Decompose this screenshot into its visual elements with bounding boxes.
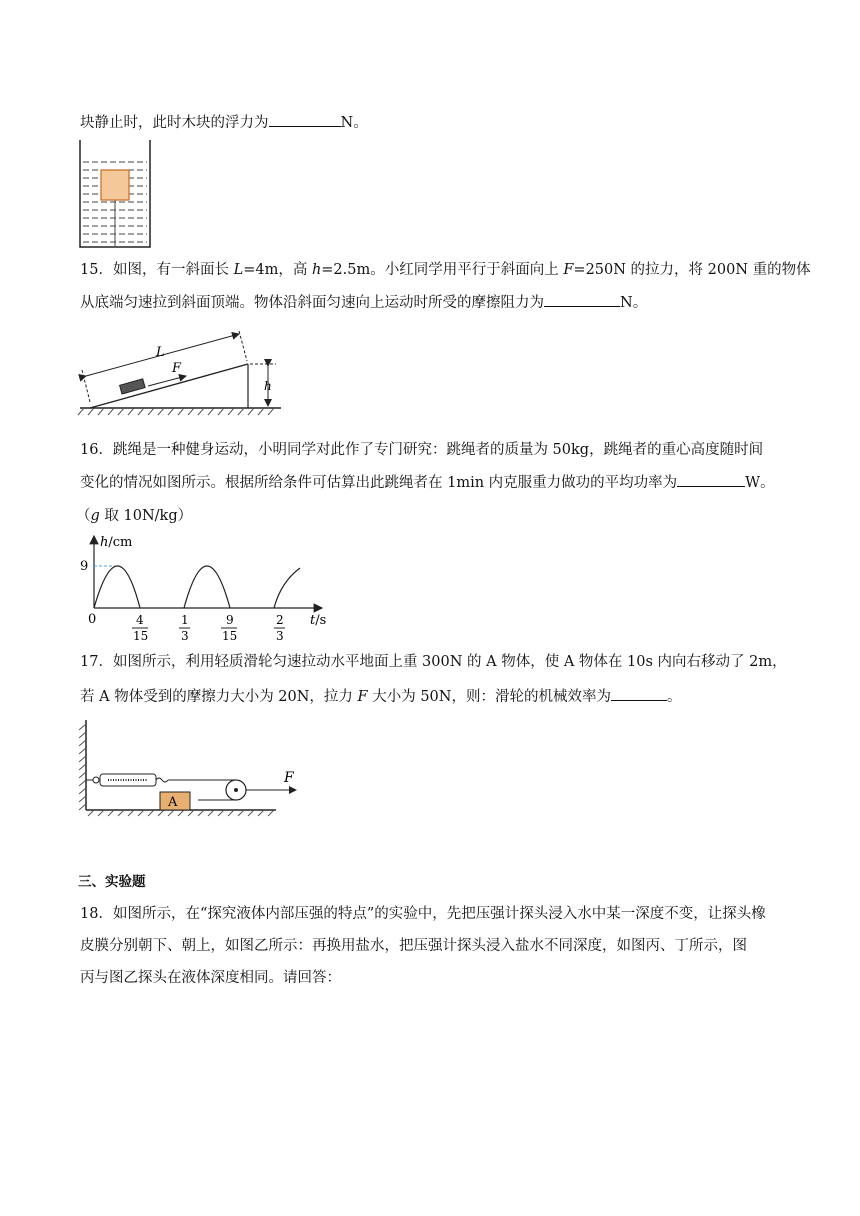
q15-var-F: F — [563, 262, 574, 278]
hump-1 — [94, 566, 140, 608]
origin-label: 0 — [88, 612, 97, 627]
beaker-figure — [78, 140, 152, 250]
q16-text-line3b: 取 10N/kg） — [99, 508, 193, 524]
q16-unit: W。 — [745, 475, 775, 491]
q18-line2 — [80, 936, 747, 956]
hump-2 — [184, 566, 230, 608]
q14-text: 块静止时，此时木块的浮力为 — [80, 115, 269, 131]
q15-line1 — [80, 260, 811, 280]
incline-block — [120, 379, 146, 394]
fig-label-h: h — [264, 379, 272, 393]
svg-text:2: 2 — [276, 613, 284, 627]
q15-text-a: 15．如图，有一斜面长 — [80, 262, 234, 278]
hook-ring — [93, 777, 99, 783]
q15-unit: N。 — [620, 295, 648, 311]
q15-text-line2: 从底端匀速拉到斜面顶端。物体沿斜面匀速向上运动时所受的摩擦阻力为 — [80, 295, 544, 311]
jump-rope-graph — [76, 532, 336, 644]
q18-text-line1: 18．如图所示，在“探究液体内部压强的特点”的实验中，先把压强计探头浸入水中某一深度不变，让探头橡 — [80, 906, 766, 922]
q17-line1 — [80, 652, 787, 672]
x-axis-label: t/s — [310, 613, 327, 628]
q17-var-F: F — [357, 689, 368, 705]
q17-answer-blank[interactable] — [611, 686, 667, 701]
hump-3-partial — [274, 568, 300, 608]
L-ext-right — [239, 331, 247, 361]
q18-line3 — [80, 968, 341, 988]
svg-text:15: 15 — [133, 629, 149, 643]
box-A-label: A — [168, 795, 178, 810]
q18-text-line2: 皮膜分别朝下、朝上，如图乙所示：再换用盐水，把压强计探头浸入盐水不同深度，如图丙、丁所示，图 — [80, 938, 747, 954]
q18-text-line3: 丙与图乙探头在液体深度相同。请回答： — [80, 970, 341, 986]
q15-text-c: =2.5m。小红同学用平行于斜面向上 — [321, 262, 564, 278]
q14-unit: N。 — [340, 115, 368, 131]
q16-text-line3a: （ — [76, 508, 91, 524]
q17-text-b: 大小为 50N，则：滑轮的机械效率为 — [367, 689, 611, 705]
q15-var-L: L — [233, 262, 244, 278]
q18-line1 — [80, 904, 766, 924]
q17-text-a: 若 A 物体受到的摩擦力大小为 20N，拉力 — [80, 689, 358, 705]
svg-text:9: 9 — [226, 613, 234, 627]
y-axis-label: h/cm — [100, 535, 133, 550]
fig-label-L: L — [156, 345, 165, 360]
pulley-axle — [234, 788, 238, 792]
svg-text:3: 3 — [181, 629, 189, 643]
tick-4-15 — [132, 613, 148, 643]
q16-line3 — [76, 506, 192, 526]
q15-line2 — [80, 292, 647, 313]
q14-answer-blank[interactable] — [269, 112, 341, 127]
q16-line1 — [80, 440, 763, 460]
q16-text-line2: 变化的情况如图所示。根据所给条件可估算出此跳绳者在 1min 内克服重力做功的平均功率为 — [80, 475, 678, 491]
pull-F-label: F — [284, 770, 294, 786]
q16-text-line1: 16．跳绳是一种健身运动，小明同学对此作了专门研究：跳绳者的质量为 50kg，跳绳者的重心高度随时间 — [80, 442, 764, 458]
slope-line — [90, 364, 248, 408]
fig-label-F: F — [172, 361, 182, 376]
ground-hatch — [78, 408, 274, 415]
q15-answer-blank[interactable] — [544, 292, 620, 307]
tick-1-3 — [179, 613, 190, 643]
section-heading: 三、实验题 — [78, 874, 146, 890]
q16-answer-blank[interactable] — [677, 472, 745, 487]
scale-hook — [156, 778, 168, 782]
pulley-figure — [76, 716, 316, 820]
incline-figure — [76, 328, 286, 418]
floor-hatch — [88, 810, 274, 816]
q14-line — [80, 112, 368, 133]
q17-line2 — [80, 686, 681, 707]
wood-block — [101, 170, 129, 200]
q17-unit: 。 — [666, 689, 682, 705]
svg-text:4: 4 — [136, 613, 144, 627]
tick-2-3 — [274, 613, 285, 643]
q16-var-g: g — [90, 508, 100, 524]
q15-text-b: =4m，高 — [243, 262, 312, 278]
F-arrow — [148, 376, 186, 386]
q16-line2 — [80, 472, 775, 493]
q17-text-line1: 17．如图所示，利用轻质滑轮匀速拉动水平地面上重 300N 的 A 物体，使 A 物体在 10s 内向右移动了 2m， — [80, 654, 787, 670]
wall-hatch — [79, 724, 86, 810]
tick-9-15 — [221, 613, 237, 643]
svg-text:3: 3 — [276, 629, 284, 643]
svg-text:1: 1 — [181, 613, 189, 627]
svg-text:15: 15 — [222, 629, 238, 643]
y-tick-9: 9 — [80, 559, 89, 574]
q15-var-h: h — [311, 262, 322, 278]
q15-text-d: =250N 的拉力，将 200N 重的物体 — [573, 262, 811, 278]
